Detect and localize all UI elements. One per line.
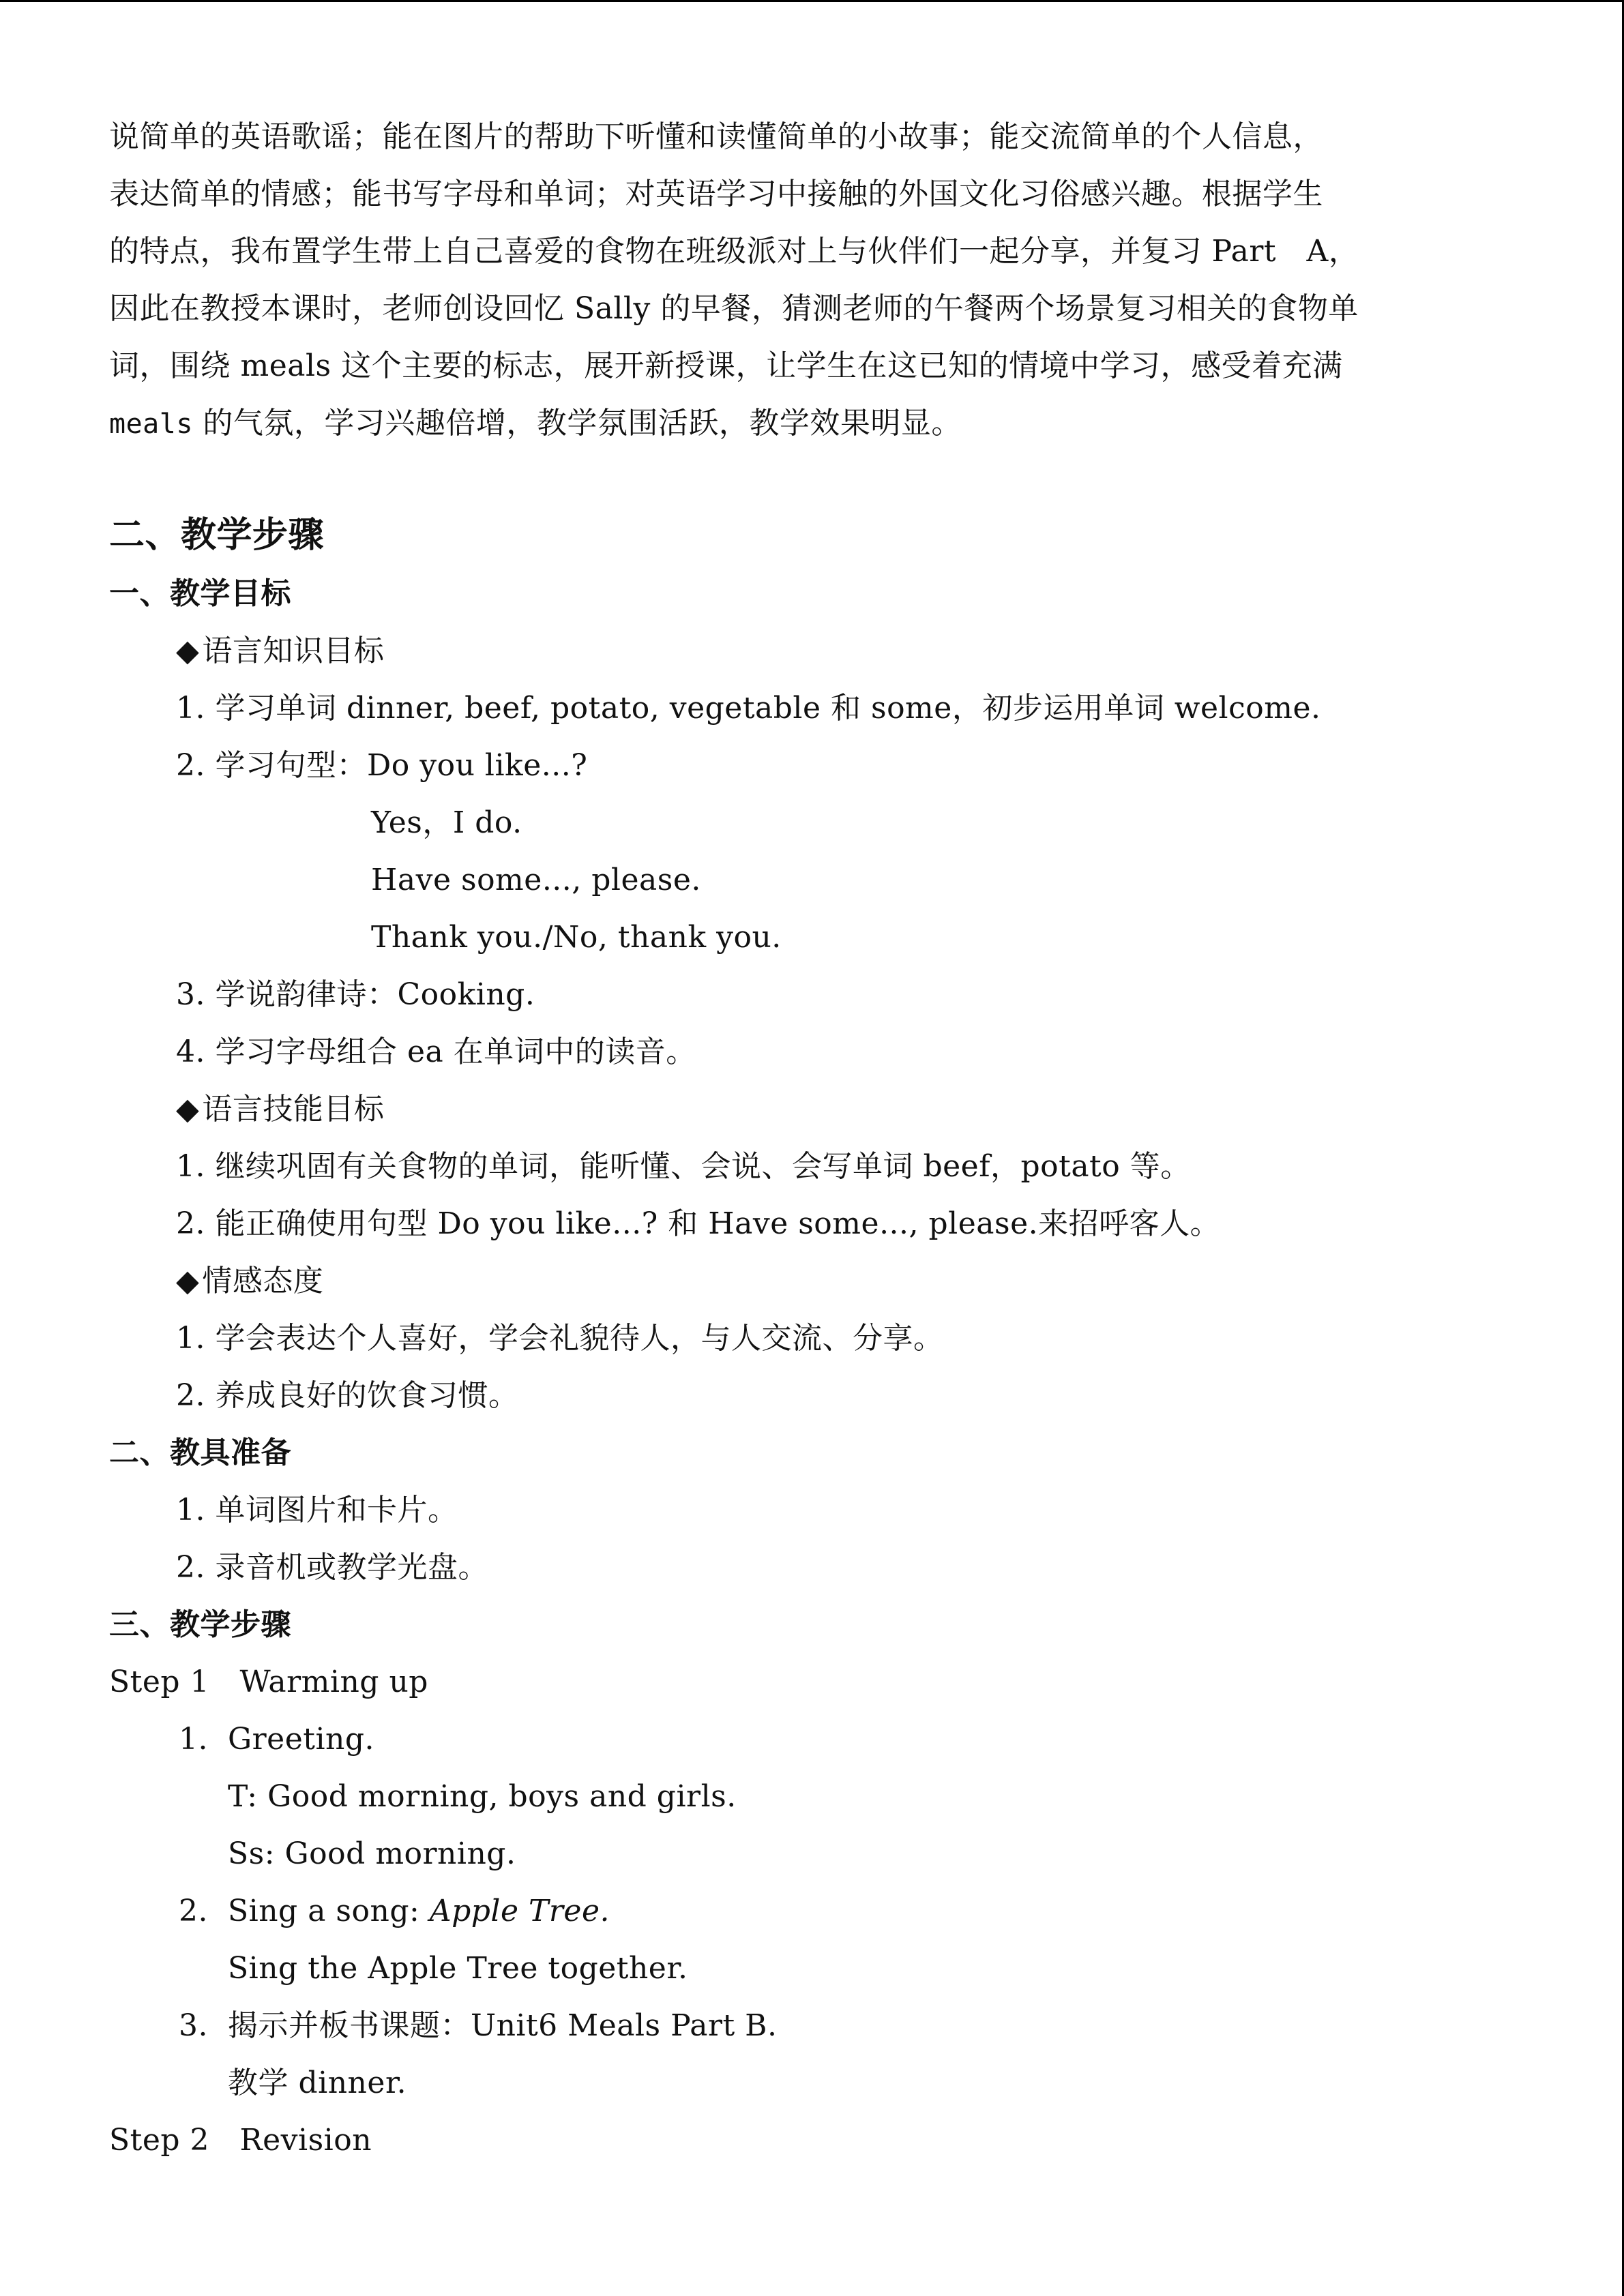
- intro-line-4: 因此在教授本课时，老师创设回忆 Sally 的早餐，猜测老师的午餐两个场景复习相关的食物单: [109, 291, 1359, 326]
- sing-song-prefix: Sing a song:: [228, 1894, 430, 1928]
- step-2-label: Step 2 Revision: [109, 2123, 372, 2158]
- intro-line-6-rest: 的气氛，学习兴趣倍增，教学氛围活跃，教学效果明显。: [192, 406, 962, 441]
- knowledge-item-2: 2. 学习句型：Do you like...?: [176, 748, 588, 783]
- step-1-sub-3-number: 3.: [179, 2008, 208, 2043]
- step-1-sub-2-number: 2.: [179, 1894, 208, 1928]
- knowledge-goal-title: [176, 633, 385, 668]
- teach-dinner-line: 教学 dinner.: [228, 2066, 407, 2100]
- intro-line-3: 的特点，我布置学生带上自己喜爱的食物在班级派对上与伙伴们一起分享，并复习 Part A，: [109, 234, 1359, 269]
- skills-item-2: 2. 能正确使用句型 Do you like...? 和 Have some..., please.来招呼客人。: [176, 1206, 1221, 1241]
- intro-line-6: [109, 406, 962, 441]
- step-1-label: Step 1 Warming up: [109, 1665, 428, 1699]
- song-title: Apple Tree.: [429, 1894, 610, 1928]
- pattern-yes: Yes，I do.: [371, 805, 522, 840]
- pattern-have-some: Have some..., please.: [371, 863, 701, 897]
- diamond-bullet-icon: ◆: [176, 1264, 200, 1298]
- skills-goal-label: 语言技能目标: [202, 1092, 385, 1127]
- intro-line-5: 词，围绕 meals 这个主要的标志，展开新授课，让学生在这已知的情境中学习，感受着充满: [109, 348, 1343, 383]
- procedure-heading: 三、教学步骤: [109, 1607, 291, 1642]
- pattern-thank-you: Thank you./No, thank you.: [371, 920, 782, 955]
- skills-goal-title: [176, 1092, 385, 1127]
- knowledge-item-1: 1. 学习单词 dinner, beef, potato, vegetable 和 some，初步运用单词 welcome.: [176, 691, 1321, 726]
- step-1-sing-song: [228, 1896, 610, 1926]
- materials-heading: 二、教具准备: [109, 1435, 291, 1470]
- objectives-heading: 一、教学目标: [109, 576, 291, 611]
- diamond-bullet-icon: ◆: [176, 1092, 200, 1127]
- greeting-teacher-line: T: Good morning, boys and girls.: [228, 1779, 737, 1814]
- knowledge-item-4: 4. 学习字母组合 ea 在单词中的读音。: [176, 1034, 696, 1069]
- intro-meals-word: meals: [109, 408, 193, 440]
- sing-song-detail: Sing the Apple Tree together.: [228, 1951, 688, 1986]
- attitude-item-2: 2. 养成良好的饮食习惯。: [176, 1378, 519, 1413]
- materials-item-2: 2. 录音机或教学光盘。: [176, 1550, 488, 1585]
- greeting-students-line: Ss: Good morning.: [228, 1836, 516, 1871]
- attitude-item-1: 1. 学会表达个人喜好，学会礼貌待人，与人交流、分享。: [176, 1321, 944, 1356]
- step-1-board-title: 揭示并板书课题：Unit6 Meals Part B.: [228, 2008, 778, 2043]
- attitude-goal-title: [176, 1266, 323, 1296]
- step-1-sub-1-number: 1.: [179, 1722, 208, 1757]
- materials-item-1: 1. 单词图片和卡片。: [176, 1493, 458, 1527]
- section-title: 二、教学步骤: [109, 515, 325, 556]
- knowledge-goal-label: 语言知识目标: [202, 633, 385, 668]
- intro-line-2: 表达简单的情感；能书写字母和单词；对英语学习中接触的外国文化习俗感兴趣。根据学生: [109, 177, 1323, 211]
- intro-line-1: 说简单的英语歌谣；能在图片的帮助下听懂和读懂简单的小故事；能交流简单的个人信息，: [109, 119, 1323, 154]
- diamond-bullet-icon: ◆: [176, 633, 200, 668]
- knowledge-item-3: 3. 学说韵律诗：Cooking.: [176, 977, 535, 1012]
- step-1-greeting: Greeting.: [228, 1722, 375, 1757]
- skills-item-1: 1. 继续巩固有关食物的单词，能听懂、会说、会写单词 beef，potato 等。: [176, 1149, 1191, 1184]
- attitude-goal-label: 情感态度: [202, 1264, 324, 1298]
